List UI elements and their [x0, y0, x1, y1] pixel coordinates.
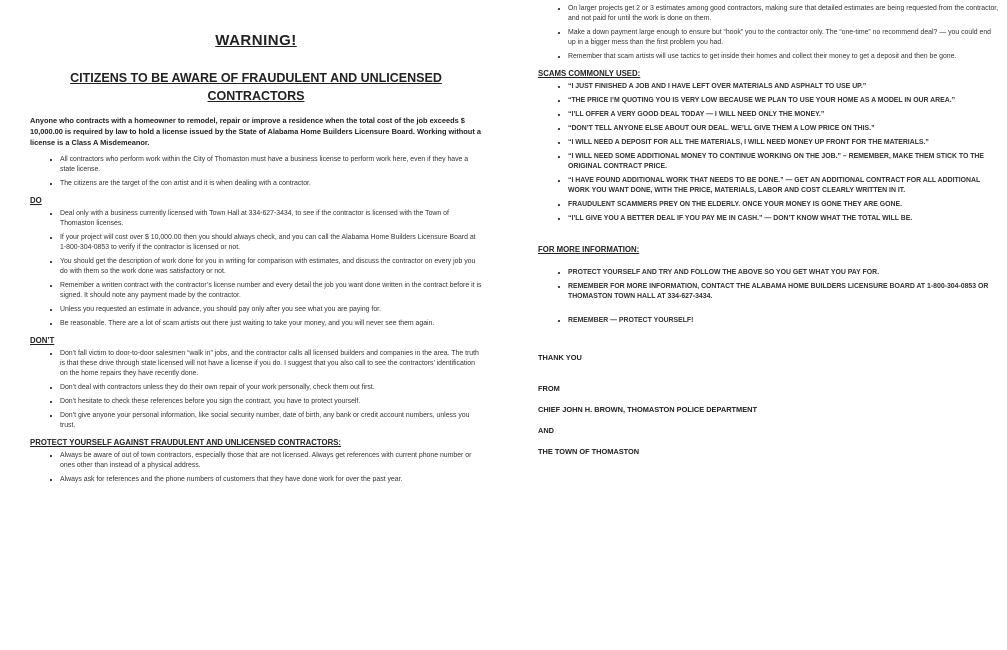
list-item: • Deal only with a business currently licensed with Town Hall at 334-627-3434, to see if the contractor is licensed with the Town of Thomaston licenses.: [60, 209, 482, 229]
warning-title: WARNING!: [215, 32, 297, 49]
list-item: • Don’t give anyone your personal information, like social security number, date of birth, any bank or credit account numbers, unless you trust.: [60, 411, 482, 431]
and-label: AND: [538, 426, 555, 435]
list-item: • Always be aware of out of town contractors, especially those that are not licensed. Always get references with current phone number or ones other than instead of a physical address.: [60, 451, 482, 471]
do-heading: DO: [30, 196, 42, 206]
signature-town: THE TOWN OF THOMASTON: [538, 447, 640, 456]
list-item: • Make a down payment large enough to ensure but “hook” you to the contractor only. The “one-time” no recommend deal? — you could end up in a bigger mess than the first problem you had.: [568, 28, 1000, 48]
from-label: FROM: [538, 384, 560, 393]
dont-list: [30, 349, 482, 431]
signature-chief: CHIEF JOHN H. BROWN, THOMASTON POLICE DEPARTMENT: [538, 405, 757, 414]
protect-heading: PROTECT YOURSELF AGAINST FRAUDULENT AND UNLICENSED CONTRACTORS:: [30, 438, 342, 448]
list-item: • Remember a written contract with the contractor’s license number and every detail the job you want done written in the contract before it is signed. It should note any payment made by the contractor.: [60, 281, 482, 301]
intro-paragraph: Anyone who contracts with a homeowner to remodel, repair or improve a residence when the total cost of the job exceeds $ 10,000.00 is required by law to hold a license issued by the State of Alabama Home Builders Licensure Board. Working without a license is a Class A Misdemeanor.: [30, 116, 481, 147]
document-subtitle: CITIZENS TO BE AWARE OF FRAUDULENT AND UNLICENSED CONTRACTORS: [70, 71, 442, 103]
list-item: • Don’t fall victim to door-to-door salesmen “walk in” jobs, and the contractor calls all licensed builders and companies in the area. The truth is that these drive through state licensed will not have a license if you do. I suggest that you also call to see the contractors’ identification on the home repairs they have recently done.: [60, 349, 482, 379]
list-item: • Don’t deal with contractors unless they do their own repair of your work personally, check them out first.: [60, 383, 482, 393]
list-item: • FRAUDULENT SCAMMERS PREY ON THE ELDERLY. ONCE YOUR MONEY IS GONE THEY ARE GONE.: [568, 200, 1000, 210]
protect-list: [30, 451, 482, 485]
list-item: • “I WILL NEED SOME ADDITIONAL MONEY TO CONTINUE WORKING ON THE JOB.” – REMEMBER, MAKE THEM STICK TO THE ORIGINAL CONTRACT PRICE.: [568, 152, 1000, 172]
continued-list: [538, 4, 1000, 62]
list-item: • On larger projects get 2 or 3 estimates among good contractors, making sure that detailed estimates are being requested from the contractor, and not paid for until the work is done on them.: [568, 4, 1000, 24]
list-item: • REMEMBER — PROTECT YOURSELF!: [568, 316, 1000, 326]
list-item: • Remember that scam artists will use tactics to get inside their homes and collect their money to get a deposit and then be gone.: [568, 52, 1000, 62]
thank-you: THANK YOU: [538, 353, 582, 362]
list-item: • “I JUST FINISHED A JOB AND I HAVE LEFT OVER MATERIALS AND ASPHALT TO USE UP.”: [568, 82, 1000, 92]
do-list: [30, 209, 482, 329]
list-item: • Be reasonable. There are a lot of scam artists out there just waiting to take your money, and you will never see them again.: [60, 319, 482, 329]
list-item: • All contractors who perform work within the City of Thomaston must have a business license to perform work here, even if they have a state license.: [60, 155, 482, 175]
remember-list: [538, 316, 1000, 326]
list-item: • “I’LL OFFER A VERY GOOD DEAL TODAY — I WILL NEED ONLY THE MONEY.”: [568, 110, 1000, 120]
list-item: • PROTECT YOURSELF AND TRY AND FOLLOW THE ABOVE SO YOU GET WHAT YOU PAY FOR.: [568, 268, 1000, 278]
intro-list: [30, 155, 482, 189]
scams-list: [538, 82, 1000, 224]
left-column: [30, 0, 482, 489]
list-item: • You should get the description of work done for you in writing for comparison with estimates, and discuss the contractor on every job you do with them so the work done was satisfactory or not.: [60, 257, 482, 277]
list-item: • If your project will cost over $ 10,000.00 then you should always check, and you can call the Alabama Home Builders Licensure Board at 1-800-304-0853 to verify if the contractor is licensed or not.: [60, 233, 482, 253]
right-column: [538, 0, 1000, 457]
scams-heading: SCAMS COMMONLY USED:: [538, 69, 641, 78]
list-item: • “I HAVE FOUND ADDITIONAL WORK THAT NEEDS TO BE DONE.” — GET AN ADDITIONAL CONTRACT FOR ALL ADDITIONAL WORK YOU WANT DONE, WITH THE PRICE, MATERIALS, LABOR AND COST CLEARLY WRITTEN IN IT.: [568, 176, 1000, 196]
list-item: • “I’LL GIVE YOU A BETTER DEAL IF YOU PAY ME IN CASH.” — DON’T KNOW WHAT THE TOTAL WILL BE.: [568, 214, 1000, 224]
list-item: • “THE PRICE I’M QUOTING YOU IS VERY LOW BECAUSE WE PLAN TO USE YOUR HOME AS A MODEL IN OUR AREA.”: [568, 96, 1000, 106]
list-item: • Always ask for references and the phone numbers of customers that they have done work for over the past year.: [60, 475, 482, 485]
list-item: • Don’t hesitate to check these references before you sign the contract, you have to protect yourself.: [60, 397, 482, 407]
more-info-heading: FOR MORE INFORMATION:: [538, 245, 640, 254]
dont-heading: DON’T: [30, 336, 55, 346]
list-item: • “DON’T TELL ANYONE ELSE ABOUT OUR DEAL. WE’LL GIVE THEM A LOW PRICE ON THIS.”: [568, 124, 1000, 134]
list-item: • Unless you requested an estimate in advance, you should pay only after you see what you are paying for.: [60, 305, 482, 315]
more-info-list: [538, 268, 1000, 302]
list-item: • “I WILL NEED A DEPOSIT FOR ALL THE MATERIALS, I WILL NEED MONEY UP FRONT FOR THE MATERIALS.”: [568, 138, 1000, 148]
list-item: • REMEMBER FOR MORE INFORMATION, CONTACT THE ALABAMA HOME BUILDERS LICENSURE BOARD AT 1-800-304-0853 OR THOMASTON TOWN HALL AT 334-627-3434.: [568, 282, 1000, 302]
list-item: • The citizens are the target of the con artist and it is when dealing with a contractor.: [60, 179, 482, 189]
